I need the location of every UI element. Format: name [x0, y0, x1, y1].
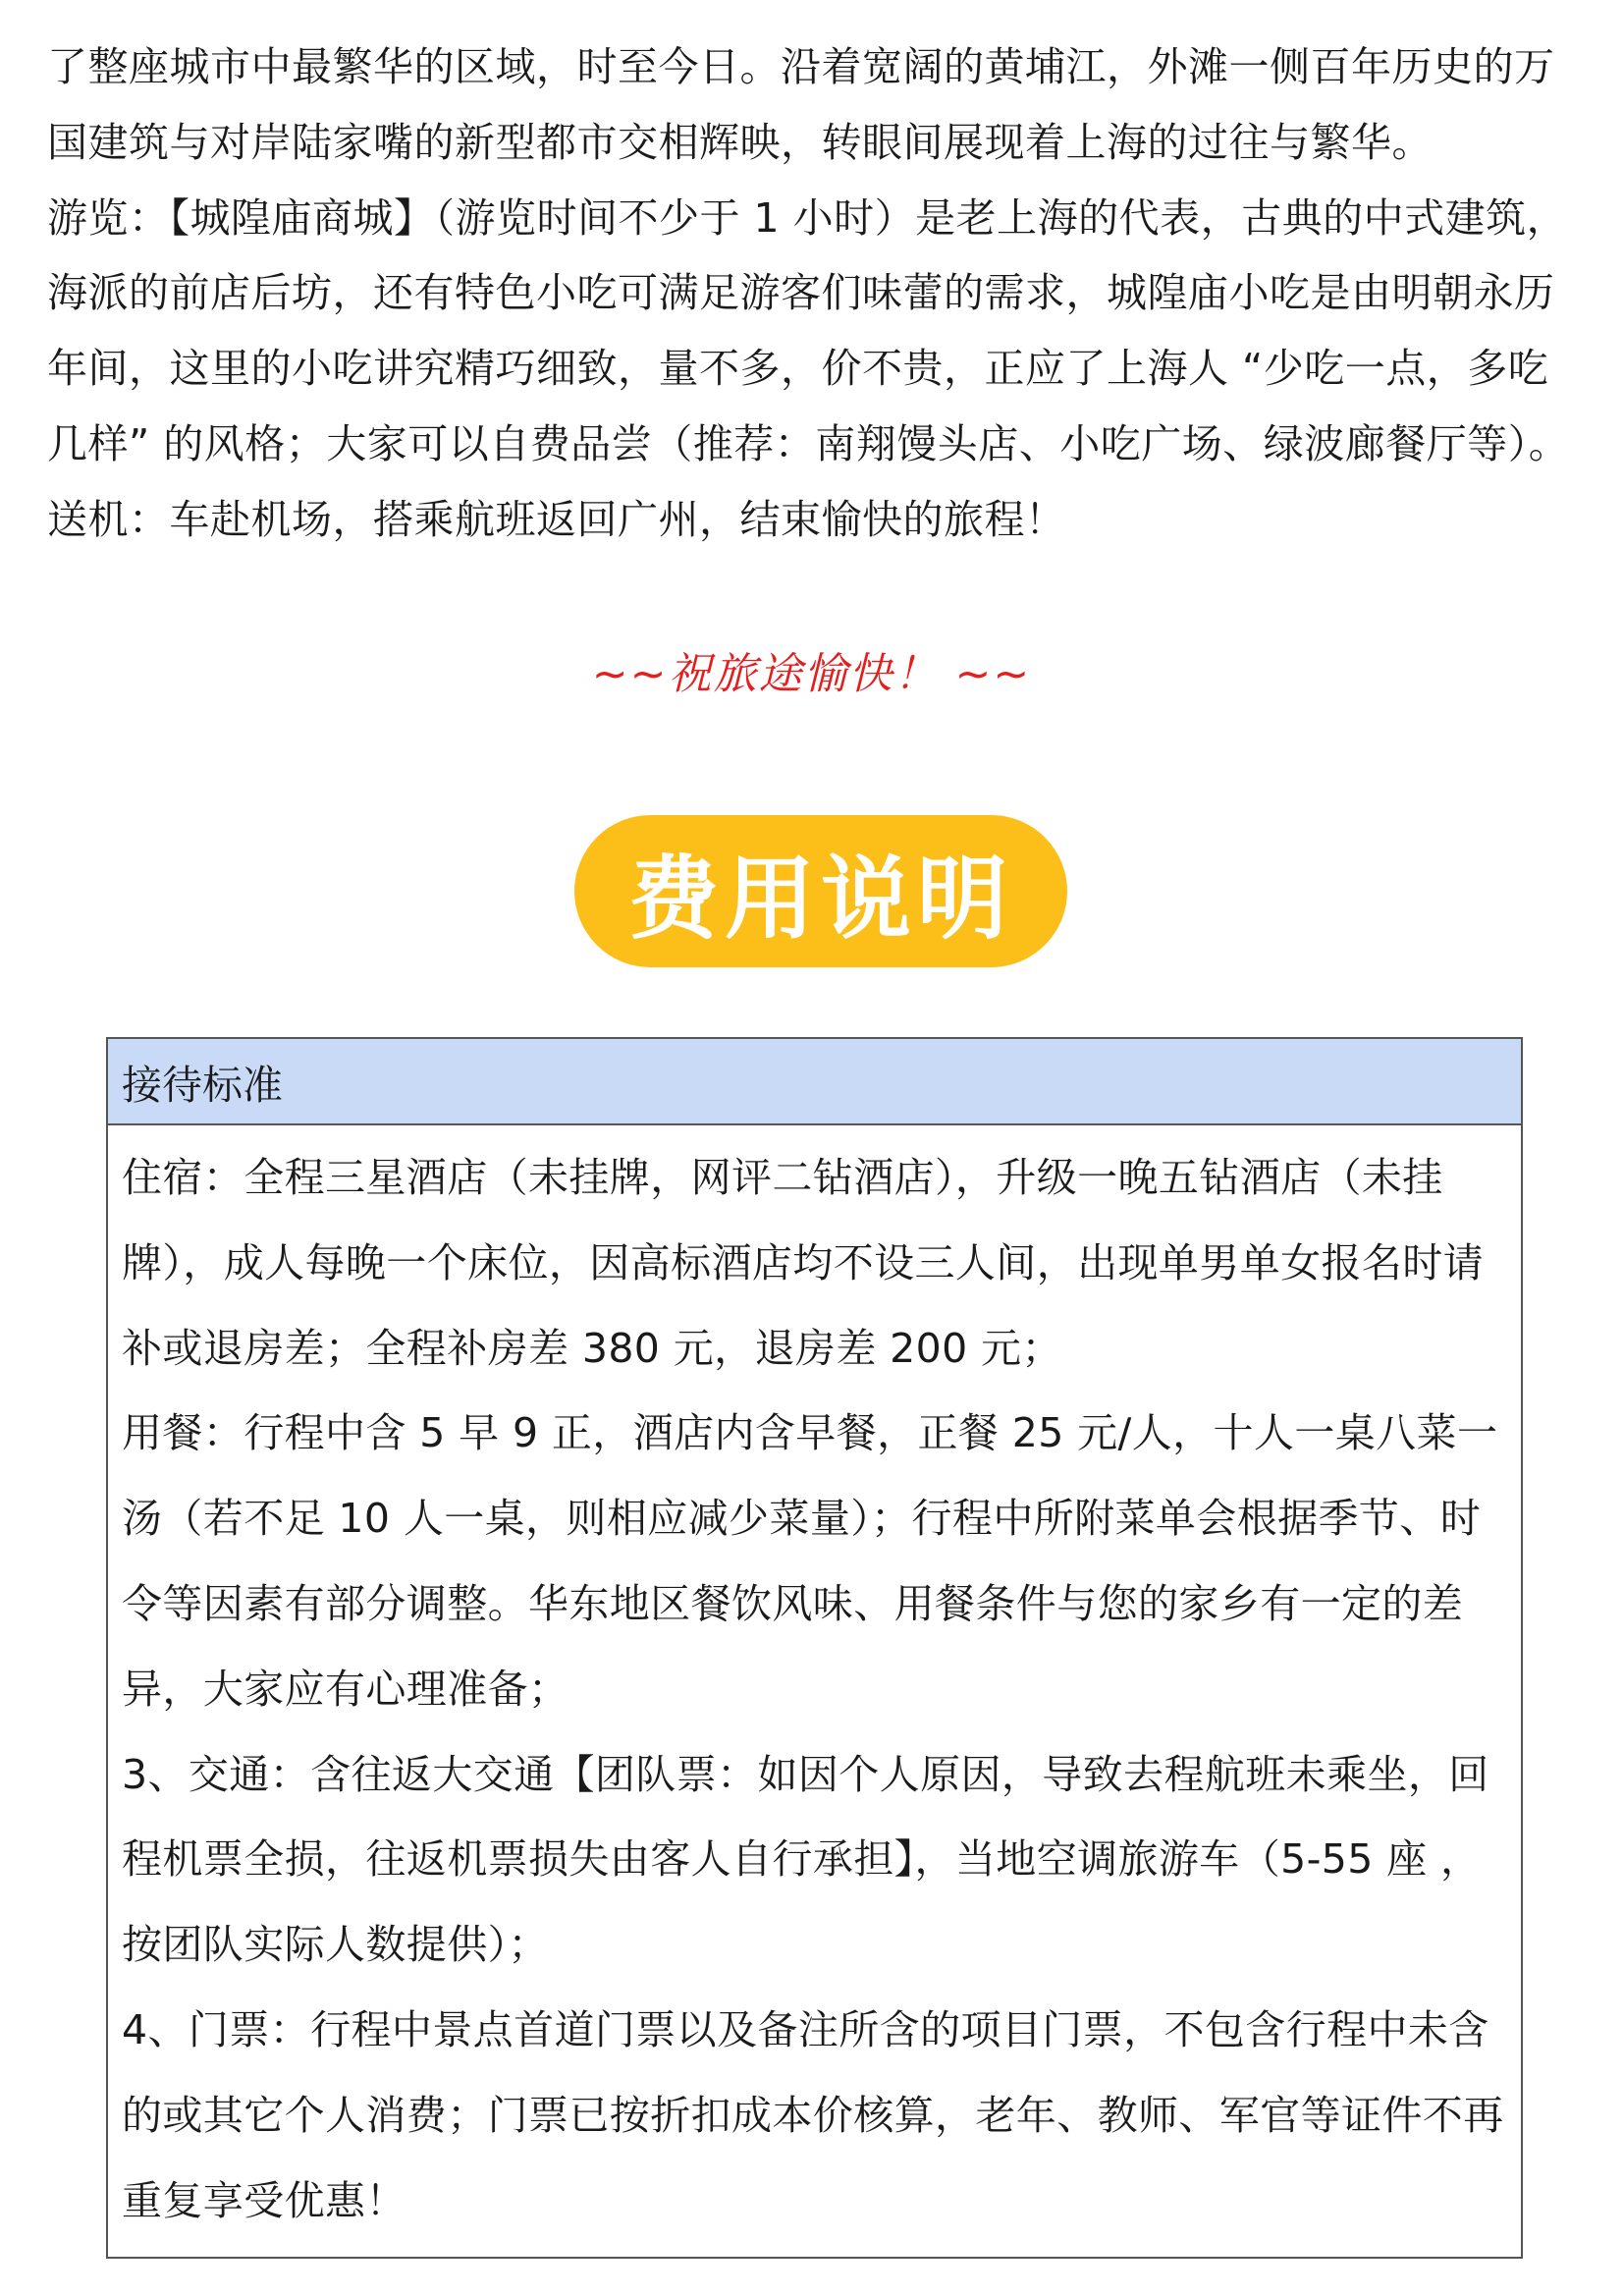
- section-title: 费用说明: [627, 845, 1013, 952]
- fee-item: 4、门票：行程中景点首道门票以及备注所含的项目门票，不包含行程中未含的或其它个人消费；门票已按折扣成本价核算，老年、教师、军官等证件不再重复享受优惠！: [122, 2005, 1504, 2224]
- itinerary-paragraph: 了整座城市中最繁华的区域，时至今日。沿着宽阔的黄埔江，外滩一侧百年历史的万国建筑与对岸陆家嘴的新型都市交相辉映，转眼间展现着上海的过往与繁华。: [47, 43, 1555, 166]
- closing-wish: ~~祝旅途愉快！ ~~: [591, 649, 1032, 699]
- itinerary-paragraph: 送机：车赴机场，搭乘航班返回广州，结束愉快的旅程！: [47, 495, 1066, 543]
- fee-table-body: [108, 1125, 1521, 2257]
- fee-item: 3、交通：含往返大交通【团队票：如因个人原因，导致去程航班未乘坐，回程机票全损，往返机票损失由客人自行承担】，当地空调旅游车（5-55 座 ，按团队实际人数提供）；: [122, 1750, 1489, 1969]
- itinerary-paragraph: 游览：【城隍庙商城】（游览时间不少于 1 小时）是老上海的代表，古典的中式建筑，海派的前店后坊，还有特色小吃可满足游客们味蕾的需求，城隍庙小吃是由明朝永历年间，这里的小吃讲究精巧细致，量不多，价不贵，正应了上海人 “少吃一点，多吃几样” 的风格；大家可以自费品尝（推荐：南翔馒头店、小吃广场、绿波廊餐厅等）。: [47, 193, 1570, 467]
- fee-table: [106, 1037, 1523, 2259]
- fee-table-header: 接待标准: [108, 1039, 1521, 1125]
- fee-item: 用餐：行程中含 5 早 9 正，酒店内含早餐，正餐 25 元/人，十人一桌八菜一汤（若不足 10 人一桌，则相应减少菜量）；行程中所附菜单会根据季节、时令等因素有部分调整。华东地区餐饮风味、用餐条件与您的家乡有一定的差异，大家应有心理准备；: [122, 1409, 1498, 1713]
- section-title-badge: [574, 815, 1067, 967]
- itinerary-text: [47, 29, 1589, 558]
- fee-item: 住宿：全程三星酒店（未挂牌，网评二钻酒店），升级一晚五钻酒店（未挂牌），成人每晚一个床位，因高标酒店均不设三人间，出现单男单女报名时请补或退房差；全程补房差 380 元，退房差 200 元；: [122, 1154, 1485, 1372]
